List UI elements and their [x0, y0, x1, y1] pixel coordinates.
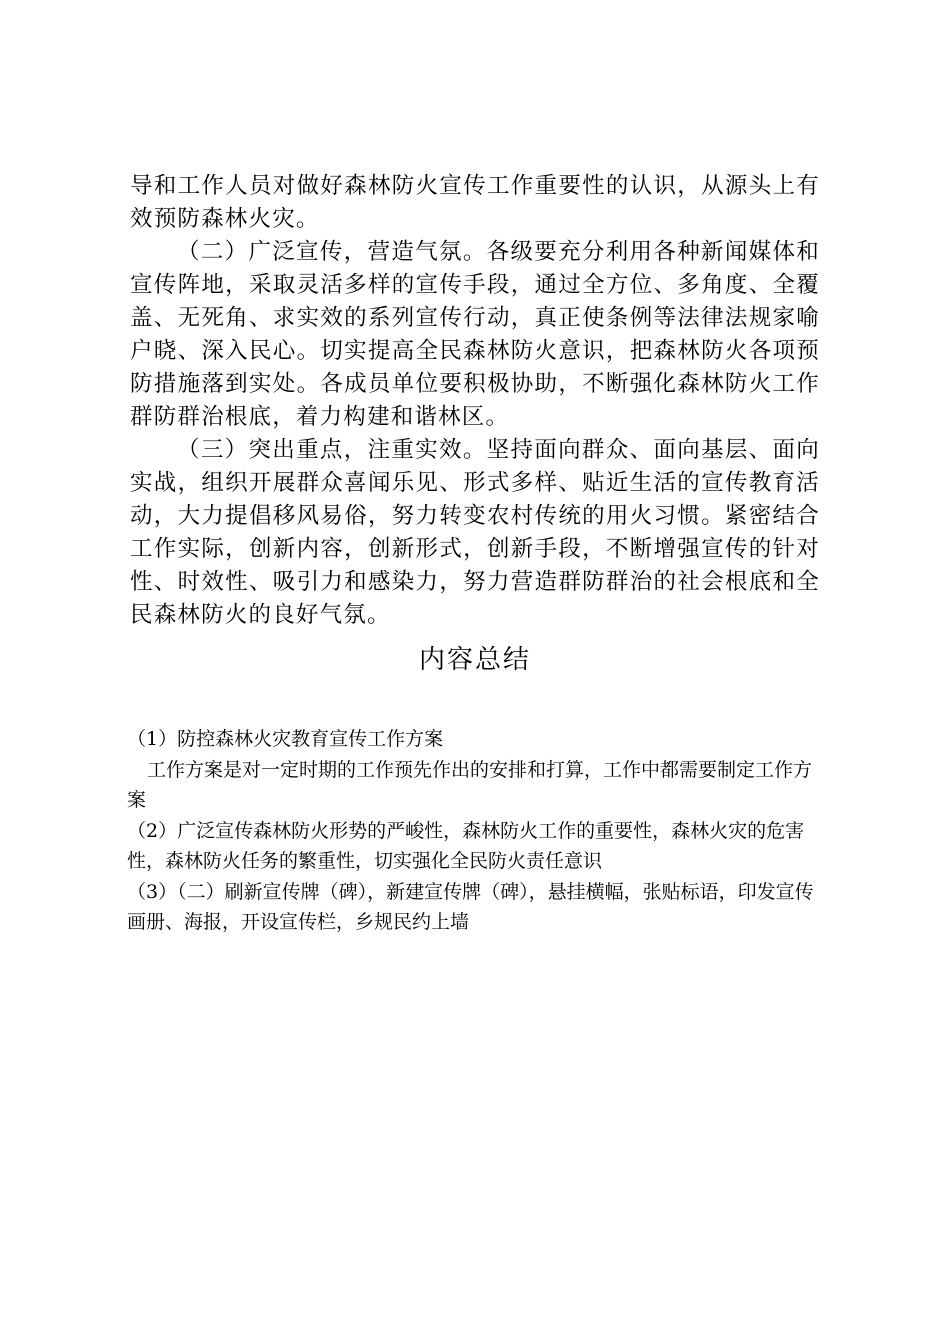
summary-item-1: （1）防控森林火灾教育宣传工作方案 [127, 728, 444, 750]
body-paragraph-continuation: 导和工作人员对做好森林防火宣传工作重要性的认识，从源头上有效预防森林火灾。 [130, 173, 820, 232]
body-text [130, 170, 820, 632]
body-paragraph-section-two: （二）广泛宣传，营造气氛。各级要充分利用各种新闻媒体和宣传阵地，采取灵活多样的宣传手段，通过全方位、多角度、全覆盖、无死角、求实效的系列宣传行动，真正使条例等法律法规家喻户晓、深入民心。切实提高全民森林防火意识，把森林防火各项预防措施落到实处。各成员单位要积极协助，不断强化森林防火工作群防群治根底，着力构建和谐林区。 [130, 239, 820, 430]
summary-item-1-detail: 工作方案是对一定时期的工作预先作出的安排和打算，工作中都需要制定工作方案 [127, 758, 813, 811]
summary-list [127, 724, 824, 938]
summary-title: 内容总结 [418, 645, 531, 675]
summary-item-3: （3）（二）刷新宣传牌（碑），新建宣传牌（碑），悬挂横幅，张贴标语，印发宣传画册、海报，开设宣传栏，乡规民约上墙 [127, 880, 814, 933]
summary-item-2: （2）广泛宣传森林防火形势的严峻性，森林防火工作的重要性，森林火灾的危害性，森林防火任务的繁重性，切实强化全民防火责任意识 [127, 819, 805, 872]
body-paragraph-section-three: （三）突出重点，注重实效。坚持面向群众、面向基层、面向实战，组织开展群众喜闻乐见、形式多样、贴近生活的宣传教育活动，大力提倡移风易俗，努力转变农村传统的用火习惯。紧密结合工作实际，创新内容，创新形式，创新手段，不断增强宣传的针对性、时效性、吸引力和感染力，努力营造群防群治的社会根底和全民森林防火的良好气氛。 [130, 437, 820, 628]
